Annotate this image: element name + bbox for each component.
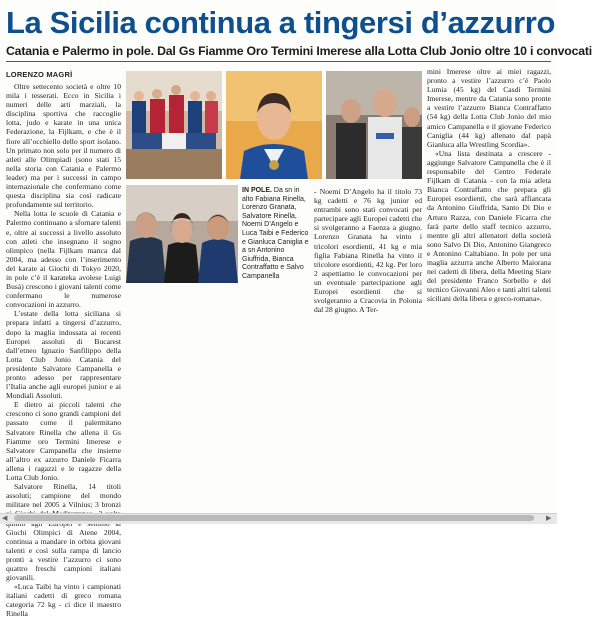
article-paragraph: mini Imerese oltre ai miei ragazzi, pronto a vestire l’azzurro c’è Paolo Lumia (45 kg) del Casdi Termini Imerese, mentre da Catania sono pronte a vestire l’azzurro Bianca Contraffatto (54 kg) della Lotta Club Jonio del mio amico Campanella e il giovane Federico Caniglia (44 kg) allenato dal papà Gianluca alla Wrestling Scordia». — [427, 67, 551, 149]
article-paragraph: «Una lista destinata a crescere - aggiunge Salvatore Campanella che è il responsabile del Centro Federale Fijlkam di Catania - con la mia atleta Bianca Contraffatto che prepara gli Europei esordienti, che sarà affiancata da Antonino Giuffrida, Santo Di Dio e Arturo Razza, con Daniele Ficarra che farà parte dello staff tecnico azzurro, mentre gli altri allenatori della società sono Salvo Di Dio, Antonino Giangreco e Antonino Caltabiano. In pole per una maglia azzurra anche Alberto Maiorana nei cadetti di libera, della Meeting Siare del presidente Franco Sorbello e del tecnico Giovanni Aleo e tanti altri talenti siciliani della libera e greco-romana». — [427, 148, 551, 304]
photo-caption — [242, 187, 310, 283]
article-paragraph: E dietro ai piccoli talenti che crescono ci sono grandi campioni del passato come il palermitano Salvatore Rinella che allena il Gs Fiamme oro Termini Imerese e Salvatore Campanella che insieme all’altro ex azzurro Daniele Ficarra allena i ragazzi e le ragazze della Lotta Club Jonio. — [6, 400, 121, 483]
article-headline: La Sicilia continua a tingersi d’azzurro — [6, 5, 556, 40]
headline-divider — [6, 61, 551, 62]
article-subhead: Catania e Palermo in pole. Dal Gs Fiamme Oro Termini Imerese alla Lotta Club Jonio oltre 10 i convocati — [6, 44, 592, 58]
article-paragraph: - Noemi D’Angelo ha il titolo 73 kg cadetti e 76 kg junior ed entrambi sono stati convocati per partecipare agli Europei cadetti che si svolgeranno a Faenza a giugno. Lorenzo Granata ha vinto i tricolori esordienti, 41 kg e mia figlia Fabiana Rinella ha vinto il tricolore esordienti, 42 kg. Per loro 2 aspettiamo le convocazioni per un eventuale partecipazione agli Europei esordienti che si svolgeranno a Cracovia in Polonia dal 28 giugno. A Ter- — [314, 187, 422, 315]
trio-photo — [126, 185, 238, 283]
article-paragraph: L’estate della lotta siciliana si prepara infatti a tingersi d’azzurro, dopo la maglia indossata ai recenti Europei assoluti di Bucarest dall’etneo Ignazio Sanfilippo della Lotta Club Jonio Catania del presidente Salvatore Campanella e pronto adesso per rappresentare l’Italia anche agli europei junior e ai Mondiali Assoluti. — [6, 309, 121, 401]
scroll-left-arrow-icon[interactable]: ◀ — [2, 514, 8, 522]
article-column-1 — [6, 82, 121, 619]
scrollbar-thumb[interactable] — [14, 515, 534, 521]
portrait-illustration — [226, 71, 322, 179]
article-paragraph: Nella lotta le scuole di Catania e Palermo continuano a sfornare talenti e, oltre ai successi a livello assoluto con atleti che insegnano il sogno olimpico (nella Fijlkam manca dal 2004, ma adesso con l’inserimento del karate ai Giochi di Tokyo 2020, in pole c’è il karateka avolese Luigi Busà) crescono i giovani talenti come confermano le numerose convocazioni in azzurro. — [6, 209, 121, 310]
article-paragraph: «Luca Taibi ha vinto i campionati italiani cadetti di greco romana categoria 72 kg - ci dice il maestro Rinella — [6, 582, 121, 619]
article-column-4 — [427, 67, 551, 311]
trio-illustration — [126, 185, 238, 283]
team-podium-illustration — [126, 71, 222, 179]
team-podium-photo — [126, 71, 222, 179]
coach-group-photo — [326, 71, 422, 179]
caption-text: Da sn in alto Fabiana Rinella, Lorenzo Granata, Salvatore Rinella, Noemi D’Angelo e Luca Taibi e Federico e Gianluca Caniglia e a sn Antonino Giuffrida, Bianca Contraffatto e Salvo Campanella — [242, 187, 309, 280]
article-column-3 — [314, 187, 422, 315]
caption-lead: IN POLE. — [242, 187, 272, 194]
portrait-photo-young-athlete — [226, 71, 322, 179]
coach-group-illustration — [326, 71, 422, 179]
article-paragraph: Oltre settecento società e oltre 10 mila i tesserati. Ecco in Sicilia i numeri delle arti marziali, la disciplina sportiva che raccoglie lotta, judo e karate in una unica Federazione, la Fijlkam, e che è il fiore all’occhiello dello sport isolano. Un primato non solo per il numero di atleti alle Olimpiadi (sono stati 15 nella storia con Catania e Palermo leader) ma per i successi in campo internazionale che confermano come questa disciplina sia così radicate profondamente sul territorio. — [6, 82, 121, 210]
article-byline: LORENZO MAGRÌ — [6, 70, 73, 79]
article-paragraph: Salvatore Rinella, 14 titoli assoluti; campione del mondo militare nel 2005 a Vilnius; 3 bronzi Giochi Olimpici di Atene 2004, continua a mandare in orbita giovani talenti e così sulla rampa di lancio pronti a vestire l’azzurro ci sono quattro freschi campioni italiani giovanili. — [6, 482, 121, 583]
scroll-right-arrow-icon[interactable]: ▶ — [546, 514, 552, 522]
